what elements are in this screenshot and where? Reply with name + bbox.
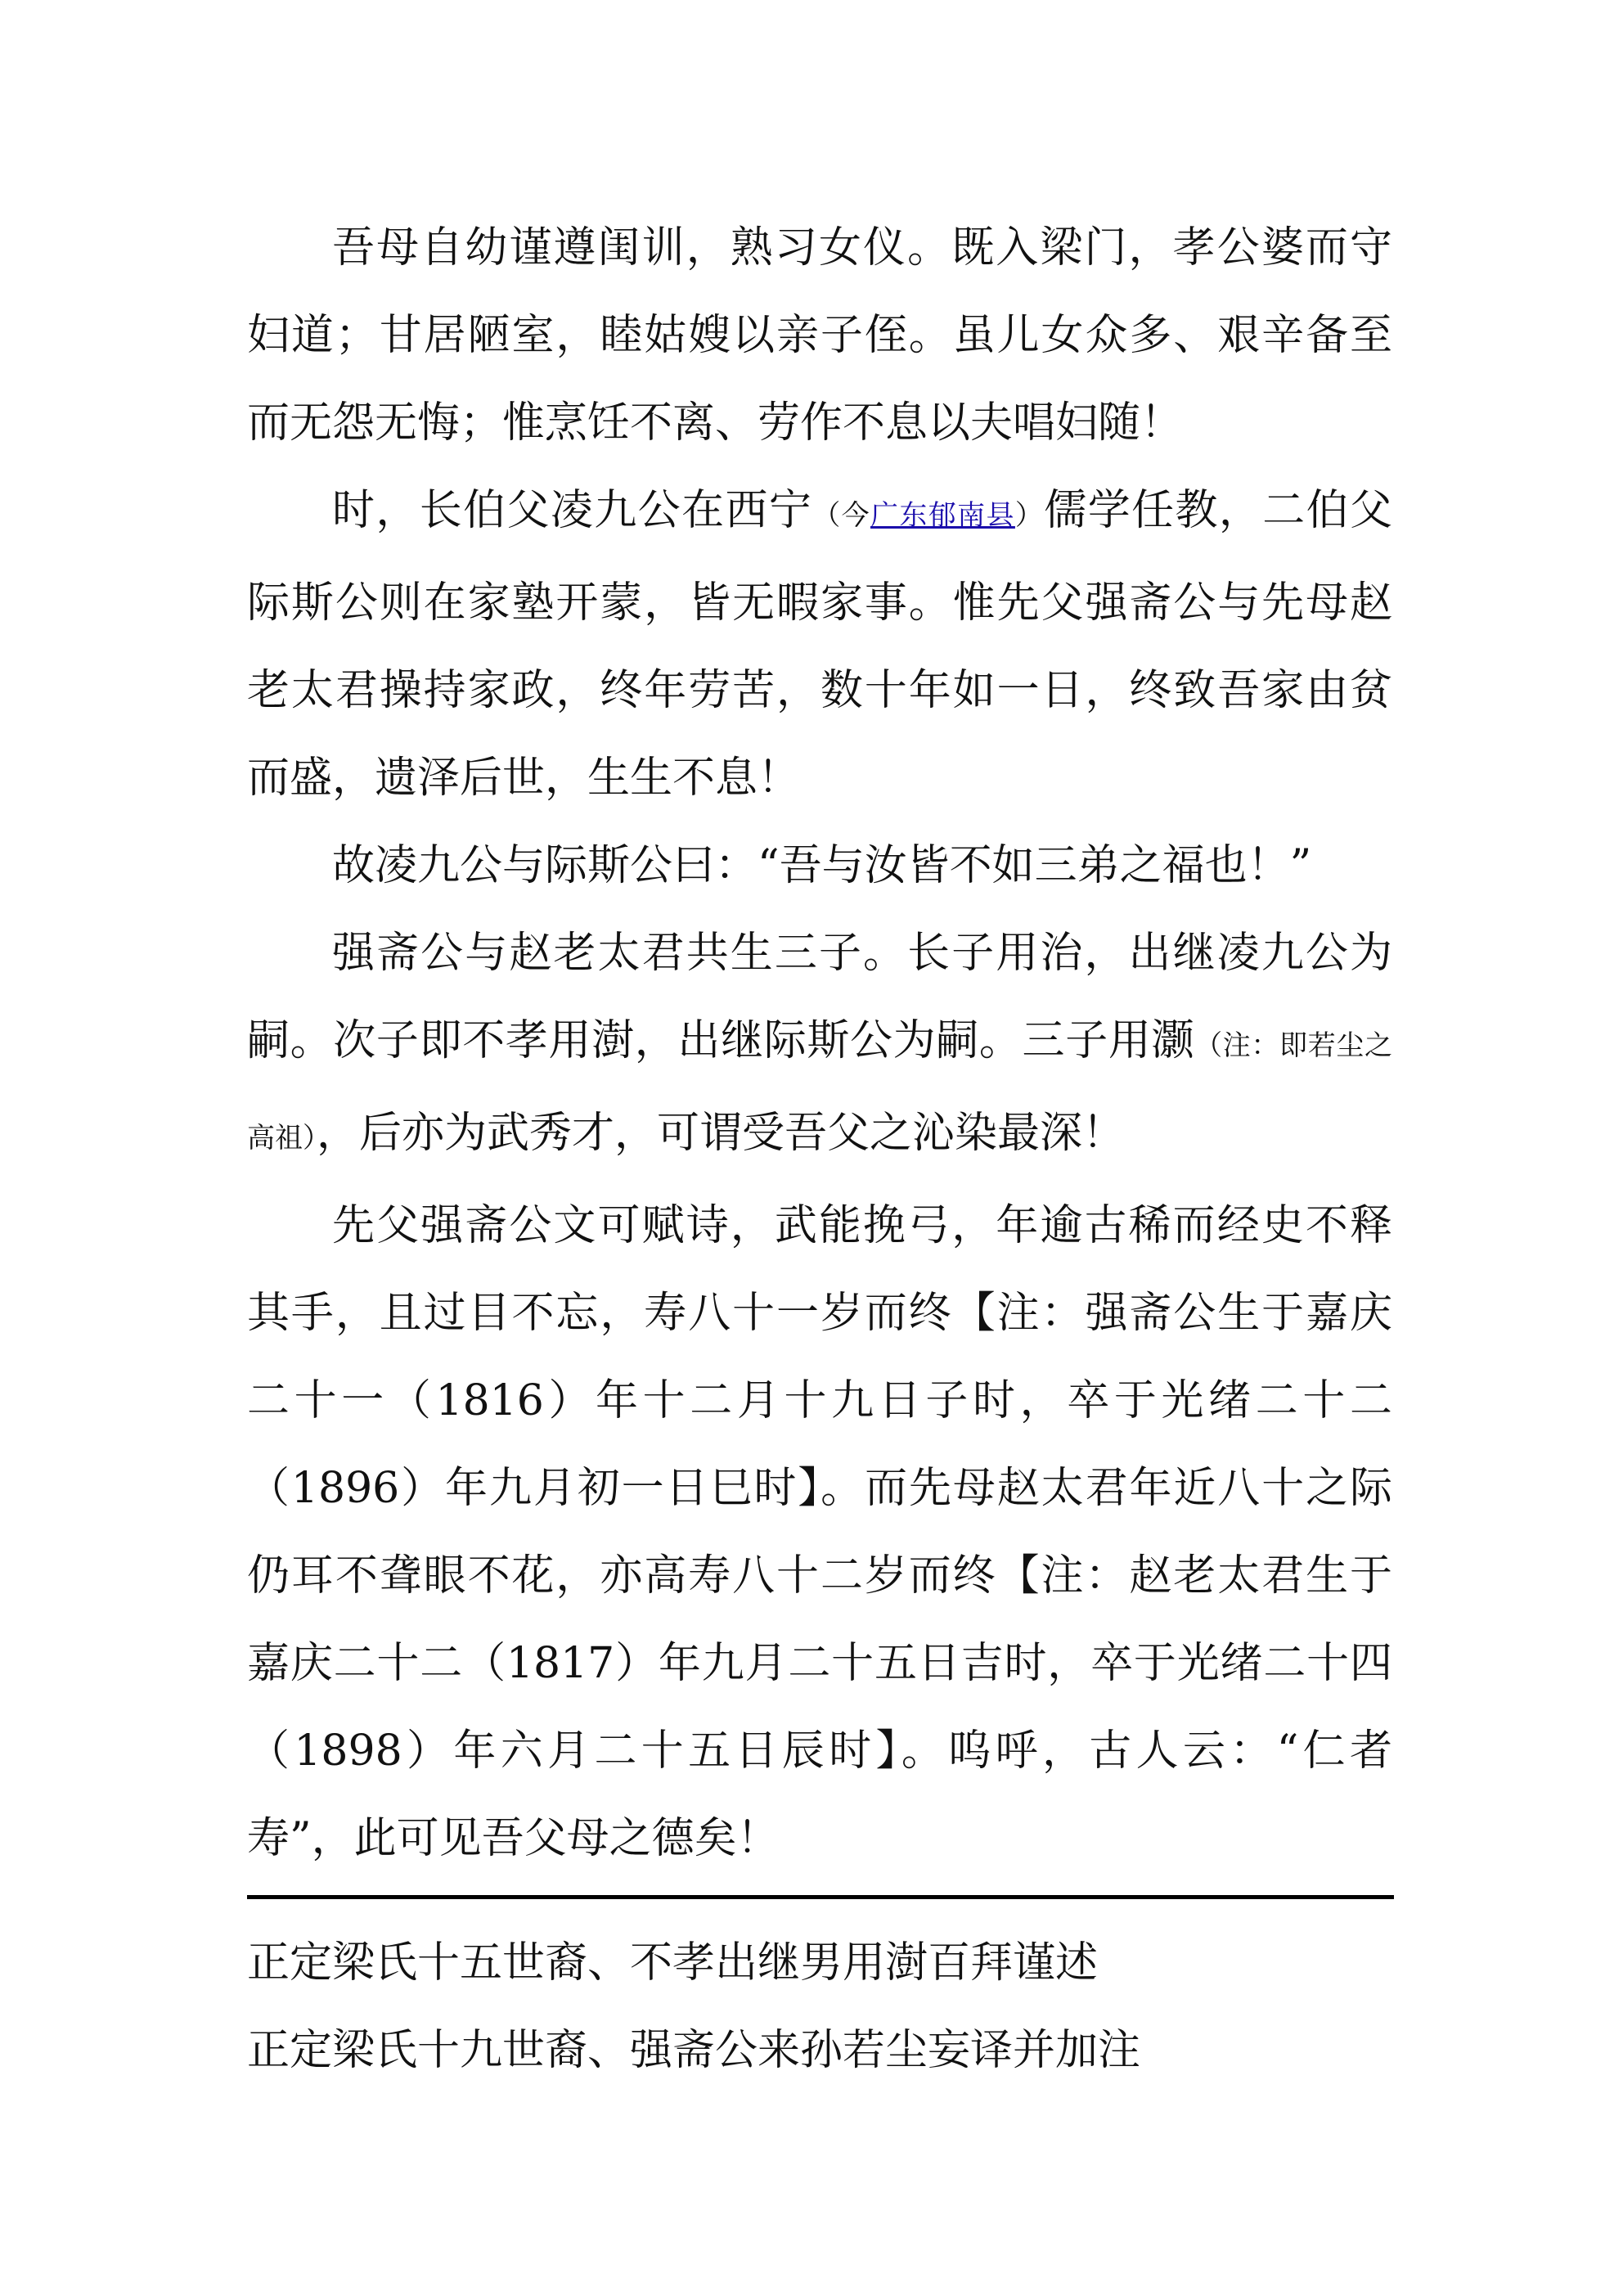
paragraph-1: 吾母自幼谨遵闺训，熟习女仪。既入梁门，孝公婆而守妇道；甘居陋室，睦姑嫂以亲子侄。虽儿女众多、艰辛备至而无怨无悔；惟烹饪不离、劳作不息以夫唱妇随！ <box>247 223 1392 448</box>
signature-line-2: 正定梁氏十九世裔、强斋公来孙若尘妄译并加注 <box>247 2026 1141 2075</box>
paragraph-5: 先父强斋公文可赋诗，武能挽弓，年逾古稀而经史不释其手，且过目不忘，寿八十一岁而终【注：强斋公生于嘉庆二十一（1816）年十二月十九日子时，卒于光绪二十二（1896）年九月初一日巳时】。而先母赵太君年近八十之际仍耳不聋眼不花，亦高寿八十二岁而终【注：赵老太君生于嘉庆二十二（1817）年九月二十五日吉时，卒于光绪二十四（1898）年六月二十五日辰时】。呜呼，古人云：“仁者寿”，此可见吾父母之德矣！ <box>247 1201 1392 1863</box>
place-note-open: （今 <box>812 499 870 532</box>
paragraph-3: 故凌九公与际斯公曰：“吾与汝皆不如三弟之福也！” <box>332 841 1312 890</box>
paragraph-2-text-a: 时，长伯父凌九公在西宁 <box>332 486 813 535</box>
paragraph-2 <box>247 467 1392 822</box>
paragraph-4-text-b: ，后亦为武秀才，可谓受吾父之沁染最深！ <box>317 1109 1126 1158</box>
paragraph-4 <box>247 910 1392 1182</box>
paragraph-2-text-b: 儒学任教，二伯父际斯公则在家塾开蒙，皆无暇家事。惟先父强斋公与先母赵老太君操持家政，终年劳苦，数十年如一日，终致吾家由贫而盛，遗泽后世，生生不息！ <box>247 486 1392 803</box>
body-text <box>247 205 1392 1883</box>
signature-line-1: 正定梁氏十五世裔、不孝出继男用澍百拜谨述 <box>247 1938 1099 1988</box>
place-link[interactable]: 广东郁南县 <box>870 499 1015 532</box>
place-note-close: ） <box>1014 499 1045 532</box>
ancestor-note: （注：即若尘之高祖） <box>247 1029 1392 1155</box>
section-divider <box>247 1895 1394 1899</box>
paragraph-4-text-a: 强斋公与赵老太君共生三子。长子用治，出继凌九公为嗣。次子即不孝用澍，出继际斯公为嗣。三子用灏 <box>247 929 1392 1065</box>
